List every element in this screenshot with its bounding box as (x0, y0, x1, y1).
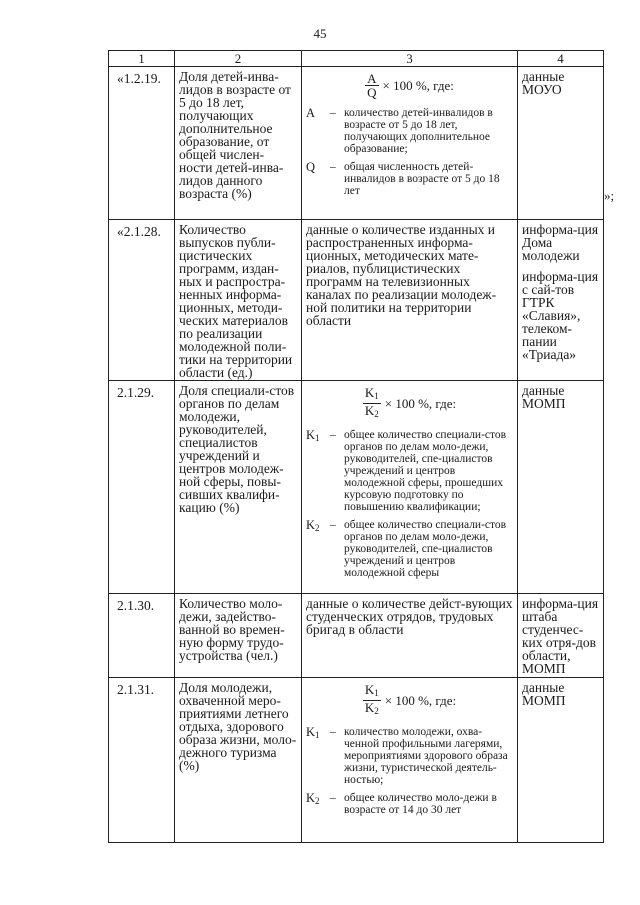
formula-numerator: А (367, 71, 377, 86)
formula-numerator-sub: 1 (374, 688, 379, 698)
indicator-name: Количество моло-дежи, задейство-ванной во времен-ную форму трудо-устройства (чел.) (175, 594, 302, 678)
definition-item (306, 519, 513, 579)
table-row (109, 678, 604, 843)
page-number: 45 (313, 26, 327, 41)
column-header-3: 3 (302, 51, 518, 67)
definition-symbol: А (306, 106, 316, 120)
table-row (109, 67, 604, 220)
definition-text: общее количество специали-стов органов по делам моло-дежи, руководителей, спе-циалистов учреждений и центров молодежной сферы, прошедших курсовую подготовку по повышению квалификации; (344, 429, 507, 513)
formula-tail: × 100 %, где: (384, 693, 457, 708)
definition-text: общее количество специали-стов органов по делам моло-дежи, руководителей, спе-циалистов учреждений и центров молодежной сферы (344, 519, 507, 579)
definition-symbol-sub: 1 (315, 433, 320, 443)
formula-denominator-sub: 2 (374, 706, 379, 716)
definition-item (306, 429, 513, 513)
calculation-method: данные о количестве дейст-вующих студенческих отрядов, трудовых бригад в области (302, 594, 518, 678)
formula-denominator: K (364, 700, 375, 715)
definition-symbol-sub: 2 (315, 523, 320, 533)
indicator-name: Доля детей-инва-лидов в возрасте от 5 до 18 лет, получающих дополнительное образование, от общей числен-ности детей-инва-лидов данного возраста (%) (175, 67, 302, 220)
definition-text: общее количество моло-дежи в возрасте от 14 до 30 лет (344, 792, 497, 816)
formula-denominator: Q (367, 85, 377, 100)
definition-symbol: K (306, 791, 316, 805)
definition-dash: – (330, 429, 336, 441)
formula (306, 683, 513, 718)
calculation-method (302, 67, 518, 220)
data-source (518, 381, 604, 594)
definition-dash: – (330, 792, 336, 804)
data-source (518, 67, 604, 220)
source-text: данные МОУО (522, 69, 565, 97)
indicators-table (108, 50, 604, 843)
indicator-name: Доля молодежи, охваченной меро-приятиями летнего отдыха, здорового образа жизни, моло-дежного туризма (%) (175, 678, 302, 843)
definition-item (306, 107, 513, 155)
formula-numerator: K (364, 385, 375, 400)
row-number: 2.1.31. (109, 678, 175, 843)
formula-tail: × 100 %, где: (384, 396, 457, 411)
definition-symbol: K (306, 518, 316, 532)
definition-symbol-sub: 1 (315, 730, 320, 740)
formula (306, 386, 513, 421)
header-row (109, 51, 604, 67)
column-header-2: 2 (175, 51, 302, 67)
definition-text: количество молодежи, охва-ченной профильными лагерями, мероприятиями здорового образа жизни, туристической деятель-ностью; (344, 726, 508, 786)
source-text: информа-ция Дома молодежи (522, 222, 599, 263)
formula-numerator-sub: 1 (374, 391, 379, 401)
column-header-4: 4 (518, 51, 604, 67)
source-text: информа-ция с сай-тов ГТРК «Славия», телеком-пании «Триада» (522, 269, 599, 362)
definition-dash: – (330, 107, 336, 119)
row-number: «1.2.19. (109, 67, 175, 220)
definition-dash: – (330, 726, 336, 738)
definition-symbol: K (306, 428, 316, 442)
definition-item (306, 726, 513, 786)
definition-dash: – (330, 161, 336, 173)
definition-item (306, 792, 513, 816)
table-row (109, 220, 604, 381)
formula-denominator-sub: 2 (374, 409, 379, 419)
closing-quote-mark: »; (604, 188, 615, 203)
definition-text: общая численность детей-инвалидов в возрасте от 5 до 18 лет (344, 161, 500, 197)
source-text: данные МОМП (522, 680, 566, 708)
calculation-method (302, 381, 518, 594)
table-row (109, 594, 604, 678)
source-text: данные МОМП (522, 383, 566, 411)
calculation-method (302, 678, 518, 843)
formula-tail: × 100 %, где: (382, 78, 454, 93)
formula-numerator: K (364, 682, 375, 697)
indicator-name: Доля специали-стов органов по делам молодежи, руководителей, специалистов учреждений и центров молодеж-ной сферы, повы-сивших квалифи-кацию (%) (175, 381, 302, 594)
row-number: 2.1.29. (109, 381, 175, 594)
data-source (518, 220, 604, 381)
column-header-1: 1 (109, 51, 175, 67)
formula (306, 72, 513, 99)
definition-symbol-sub: 2 (315, 796, 320, 806)
indicator-name: Количество выпусков публи-цистических программ, издан-ных и распростра-ненных информа-ционных, методи-ческих материалов по реализации молодежной поли-тики на территории области (ед.) (175, 220, 302, 381)
data-source (518, 678, 604, 843)
calculation-method: данные о количестве изданных и распространенных информа-ционных, методических мате-риалов, публицистических программ на телевизионных каналах по реализации молодеж-ной политики на территории области (302, 220, 518, 381)
source-text: информа-ция штаба студенчес-ких отря-дов области, МОМП (522, 596, 599, 676)
table-row (109, 381, 604, 594)
row-number: 2.1.30. (109, 594, 175, 678)
definition-text: количество детей-инвалидов в возрасте от 5 до 18 лет, получающих дополнительное образование; (344, 107, 493, 155)
formula-denominator: K (364, 403, 375, 418)
data-source (518, 594, 604, 678)
definition-symbol: K (306, 725, 316, 739)
definition-dash: – (330, 519, 336, 531)
definition-symbol: Q (306, 160, 316, 174)
definition-item (306, 161, 513, 197)
row-number: «2.1.28. (109, 220, 175, 381)
